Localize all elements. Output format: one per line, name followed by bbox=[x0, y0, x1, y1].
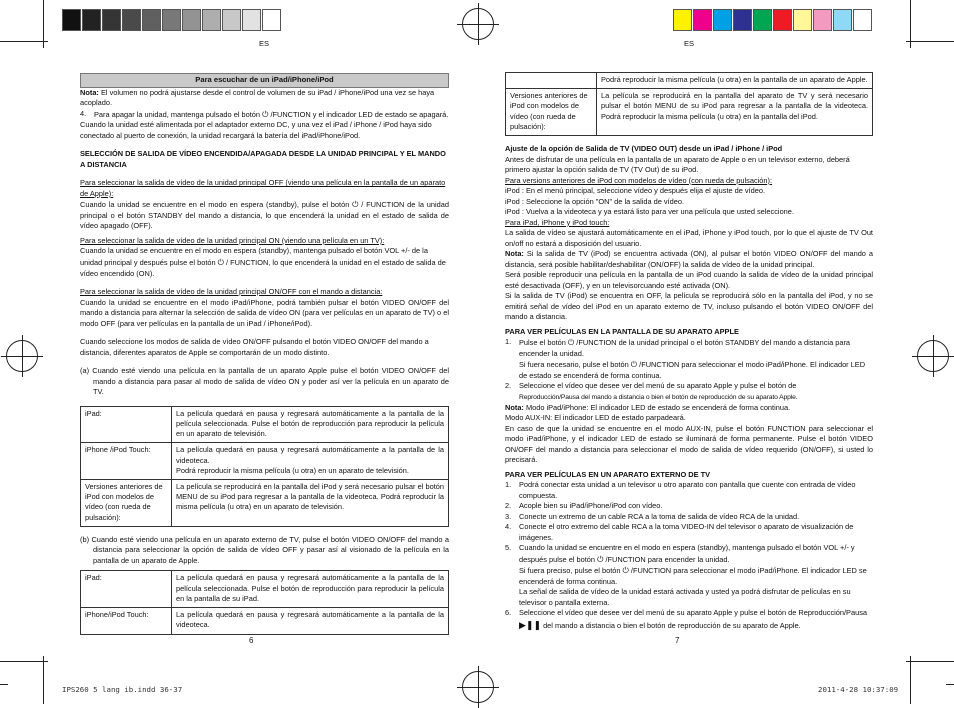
onoff-subheading: Para seleccionar la salida de vídeo de la unidad principal ON/OFF con el mando a distancia: bbox=[80, 287, 383, 297]
list-item: 1. Podrá conectar esta unidad a un televisor u otro aparato con pantalla que cuente con entrada de vídeo compuesta. bbox=[505, 480, 856, 500]
left-page bbox=[80, 73, 449, 635]
device-cell: iPhone /iPod Touch: bbox=[81, 443, 172, 480]
onoff-paragraph: Cuando la unidad se encuentre en el modo iPad/iPhone, podrá también pulsar el botón VIDEO ON/OFF del mando a distancia para alternar la selección de salida de vídeo ON (para ver películas en un aparato de TV) o el modo OFF (para ver películas en la pantalla de un iPad / iPhone/iPod). bbox=[80, 297, 449, 328]
page-number-left: 6 bbox=[249, 636, 254, 645]
apple-screen-heading: PARA VER PELÍCULAS EN LA PANTALLA DE SU APARATO APPLE bbox=[505, 326, 739, 336]
list-item: iPod : Vuelva a la videoteca y ya estará listo para ver una película que usted seleccione. bbox=[505, 207, 794, 217]
power-icon: ⏻ bbox=[567, 338, 575, 348]
behavior-cell: La película quedará en pausa y regresará automáticamente a la pantalla de la película seleccionada. Pulse el botón de reproducción para reproducir la película en la pantalla de su iPad. bbox=[172, 571, 449, 608]
table-row bbox=[81, 479, 449, 526]
older-ipod-subheading: Para versions anteriores de iPod con modelos de vídeo (con rueda de pulsación): bbox=[505, 175, 773, 185]
aux-line: Modo AUX-IN: El indicador LED de estado parpadeará. bbox=[505, 413, 686, 423]
touch-paragraph: La salida de vídeo se ajustará automáticamente en el iPad, iPhone y iPod touch, por lo que el ajuste de TV Out on/off no estará a disposición del usuario. bbox=[505, 228, 873, 248]
table-row bbox=[506, 89, 873, 136]
table-row bbox=[81, 608, 449, 634]
crop-mark bbox=[43, 0, 44, 48]
step-4: 4. Para apagar la unidad, mantenga pulsado el botón ⏻ /FUNCTION y el indicador LED de estado se apagará. bbox=[80, 108, 449, 119]
crop-mark bbox=[906, 661, 954, 662]
device-cell: iPad: bbox=[81, 571, 172, 608]
page-number-right: 7 bbox=[675, 636, 680, 645]
color-swatch bbox=[142, 9, 161, 31]
color-swatch bbox=[853, 9, 872, 31]
color-swatch bbox=[793, 9, 812, 31]
crop-mark bbox=[906, 41, 954, 42]
color-swatch bbox=[82, 9, 101, 31]
color-swatch bbox=[773, 9, 792, 31]
language-label-right: ES bbox=[684, 39, 695, 48]
right-page bbox=[505, 72, 873, 632]
file-info: IPS260 5 lang ib.indd 36-37 bbox=[62, 685, 183, 694]
item-b: (b) Cuando esté viendo una película en un aparato externo de TV, pulse el botón VIDEO ON/OFF del mando a distancia para seleccionar la opción de salida de vídeo OFF y pasar así al visionado de la película en la pantalla de un aparato de Apple. bbox=[80, 534, 449, 565]
off-paragraph: Cuando la unidad se encuentre en el modo en espera (standby), pulse el botón ⏻ / FUNCTION de la unidad principal o el botón STANDBY del mando a distancia, lo que encenderá la unidad en el estado de salida de vídeo apagado (OFF). bbox=[80, 200, 449, 231]
older-ipod-steps bbox=[505, 186, 873, 218]
both-paragraph: Será posible reproducir una película en la pantalla de un iPod cuando la salida de vídeo de la unidad principal esté desactivada (OFF), y en un televisorcuando esté activada (ON). bbox=[505, 270, 873, 290]
color-swatch bbox=[753, 9, 772, 31]
color-swatch bbox=[693, 9, 712, 31]
touch-subheading: Para iPad, iPhone y iPod touch: bbox=[505, 217, 610, 227]
color-swatch bbox=[182, 9, 201, 31]
crop-mark bbox=[910, 0, 911, 48]
note-paragraph: Nota: El volumen no podrá ajustarse desde el control de volumen de su iPad / iPhone/iPod una vez se haya acoplado. bbox=[80, 87, 435, 108]
modes-paragraph: Cuando seleccione los modos de salida de vídeo ON/OFF pulsando el botón VIDEO ON/OFF del mando a distancia, diferentes aparatos de Apple se comportarán de un modo distinto. bbox=[80, 337, 429, 357]
behavior-cell: La película se reproducirá en la pantalla del iPod y será necesario pulsar el botón MENU de su iPod para regresar a la pantalla de la videoteca. Podrá reproducir la misma película (u otra) en un aparato de televisión. bbox=[172, 479, 449, 526]
registration-mark bbox=[6, 340, 38, 372]
crop-mark bbox=[0, 684, 8, 685]
device-cell bbox=[506, 73, 597, 89]
list-item: iPod : Seleccione la opción "ON" de la salida de vídeo. bbox=[505, 196, 685, 206]
tv-out-paragraph: Antes de disfrutar de una película en la pantalla de un aparato de Apple o en un televisor externo, deberá primero ajustar la opción salida de TV (TV Out) de su iPod. bbox=[505, 154, 850, 175]
power-icon: ⏻ bbox=[352, 200, 359, 210]
power-icon: ⏻ bbox=[217, 258, 224, 267]
color-swatch bbox=[813, 9, 832, 31]
crop-mark bbox=[43, 656, 44, 704]
list-item: 3. Conecte un extremo de un cable RCA a la toma de salida de vídeo RCA de la unidad. bbox=[505, 511, 800, 521]
charge-paragraph: Cuando la unidad esté alimentada por el adaptador externo DC, y una vez el iPad / iPhone / iPod haya sido conectado al puerto de conexión, la unidad recargará la batería del iPad/iPhone/iPod. bbox=[80, 120, 432, 140]
external-step-6: 6. Seleccione el vídeo que desee ver del menú de su aparato Apple y pulse el botón de Reproducción/Pausa ▶❚❚ del mando a distancia o bien el botón de reproducción de su aparato de Apple. bbox=[505, 608, 868, 630]
timestamp: 2011-4-28 10:37:09 bbox=[818, 685, 899, 694]
color-swatch bbox=[222, 9, 241, 31]
behavior-table-b bbox=[80, 570, 449, 634]
registration-mark bbox=[462, 671, 494, 703]
language-label-left: ES bbox=[259, 39, 270, 48]
play-pause-icon: ▶❚❚ bbox=[519, 619, 542, 630]
device-cell: iPhone/iPod Touch: bbox=[81, 608, 172, 634]
apple-step-1: 1. Pulse el botón ⏻ /FUNCTION de la unidad principal o el botón STANDBY del mando a distancia para encender la unidad. Si fuera necesario, pulse el botón ⏻ /FUNCTION para seleccionar el modo iPad/iPhone. El indicador LED de estado se encenderá de forma continua. bbox=[505, 337, 866, 380]
table-row bbox=[81, 443, 449, 480]
note-paragraph: Nota: Si la salida de TV (iPod) se encuentra activada (ON), al pulsar el botón VIDEO ON/OFF del mando a distancia, será posible habilitar/deshabilitar (ON/OFF) la salida de vídeo de la unidad principal. bbox=[505, 249, 873, 269]
list-item: 2. Acople bien su iPad/iPhone/iPod con vídeo. bbox=[505, 501, 663, 511]
on-subheading: Para seleccionar la salida de vídeo de la unidad principal ON (viendo una película en un TV): bbox=[80, 235, 385, 245]
crop-mark bbox=[910, 656, 911, 704]
color-swatch bbox=[733, 9, 752, 31]
tv-out-heading: Ajuste de la opción de Salida de TV (VIDEO OUT) desde un iPad / iPhone / iPod bbox=[505, 144, 783, 154]
behavior-cell: Podrá reproducir la misma película (u otra) en la pantalla de un aparato de Apple. bbox=[597, 73, 873, 89]
item-a: (a) Cuando esté viendo una película en la pantalla de un aparato Apple pulse el botón VIDEO ON/OFF del mando a distancia para pasar al modo de salida de vídeo ON y poder así ver la película en un aparato de TV. bbox=[80, 366, 449, 397]
behavior-cell: La película se reproducirá en la pantalla del aparato de TV y será necesario pulsar el botón MENU de su iPod para regresar a la pantalla de la videoteca. Podrá reproducir la misma película (u otra) en la pantalla del iPod. bbox=[597, 89, 873, 136]
color-swatch bbox=[242, 9, 261, 31]
power-icon: ⏻ bbox=[597, 554, 604, 564]
color-swatch bbox=[673, 9, 692, 31]
external-tv-heading: PARA VER PELÍCULAS EN UN APARATO EXTERNO DE TV bbox=[505, 469, 711, 479]
color-swatch bbox=[162, 9, 181, 31]
apple-step-2: 2. Seleccione el vídeo que desee ver del menú de su aparato Apple y pulse el botón de Reproducción/Pausa del mando a distancia o bien el botón de reproducción de su aparato Apple. bbox=[505, 381, 798, 401]
color-swatch bbox=[833, 9, 852, 31]
device-cell: Versiones anteriores de iPod con modelos de vídeo (con rueda de pulsación): bbox=[506, 89, 597, 136]
power-icon: ⏻ bbox=[622, 566, 629, 576]
registration-mark bbox=[462, 8, 494, 40]
crop-mark bbox=[946, 684, 954, 685]
mode-note: Nota: Modo iPad/iPhone: El indicador LED de estado se encenderá de forma continua. bbox=[505, 402, 791, 412]
color-swatch bbox=[122, 9, 141, 31]
list-item: iPod : En el menú principal, seleccione vídeo y después elija el ajuste de vídeo. bbox=[505, 186, 766, 196]
table-row bbox=[81, 571, 449, 608]
color-swatch bbox=[202, 9, 221, 31]
color-swatch bbox=[713, 9, 732, 31]
table-row bbox=[506, 73, 873, 89]
color-swatch bbox=[62, 9, 81, 31]
video-output-heading: SELECCIÓN DE SALIDA DE VÍDEO ENCENDIDA/APAGADA DESDE LA UNIDAD PRINCIPAL Y EL MANDO A DISTANCIA bbox=[80, 149, 446, 169]
behavior-cell: La película quedará en pausa y regresará automáticamente a la pantalla de la película seleccionada. Pulse el botón de reproducción para reproducir la película en un aparato de televisión. bbox=[172, 406, 449, 443]
registration-mark bbox=[917, 340, 949, 372]
external-step-5: 5. Cuando la unidad se encuentre en el modo en espera (standby), mantenga pulsado el botón VOL +/- y después pulse el botón ⏻ /FUNCTION para encender la unidad. Si fuera preciso, pulse el botón ⏻ /FUNCTION para seleccionar el modo iPad/iPhone. El indicador LED se encenderá de forma continua. La señal de salida de vídeo de la unidad estará activada y usted ya podrá disfrutar de películas en su televisor o pantalla externa. bbox=[505, 543, 867, 607]
device-cell: Versiones anteriores de iPod con modelos de vídeo (con rueda de pulsación): bbox=[81, 479, 172, 526]
power-icon: ⏻ bbox=[630, 360, 638, 370]
color-swatch bbox=[262, 9, 281, 31]
behavior-cell: La película quedará en pausa y regresará automáticamente a la pantalla de la videoteca. Podrá reproducir la misma película (u otra) en un aparato de televisión. bbox=[172, 443, 449, 480]
behavior-table-a bbox=[80, 406, 449, 527]
behavior-cell: La película quedará en pausa y regresará automáticamente a la pantalla de la videoteca. bbox=[172, 608, 449, 634]
color-swatch bbox=[102, 9, 121, 31]
off-paragraph: Si la salida de TV (iPod) se encuentra en OFF, la película se reproducirá sólo en la pantalla del iPod, y no se emitirá señal de vídeo del iPod en un aparato externo de TV, incluso pulsando el botón VIDEO ON/OFF del mando a distancia. bbox=[505, 291, 873, 322]
crop-mark bbox=[0, 661, 48, 662]
device-cell: iPad: bbox=[81, 406, 172, 443]
on-paragraph: Cuando la unidad se encuentre en el modo en espera (standby), mantenga pulsado el botón VOL +/- de la unidad principal y después pulse el botón ⏻ / FUNCTION, lo que encenderá la unidad en el estado de salida de vídeo encendido (ON). bbox=[80, 246, 446, 278]
off-subheading: Para seleccionar la salida de vídeo de la unidad principal OFF (viendo una película en la pantalla de un aparato de Apple): bbox=[80, 178, 446, 198]
behavior-table-continued bbox=[505, 72, 873, 136]
list-item: 4. Conecte el otro extremo del cable RCA a la toma VIDEO-IN del televisor o aparato de visualización de imágenes. bbox=[505, 522, 854, 542]
crop-mark bbox=[0, 41, 48, 42]
table-row bbox=[81, 406, 449, 443]
section-title: Para escuchar de un iPad/iPhone/iPod bbox=[80, 73, 449, 88]
external-tv-steps bbox=[505, 480, 873, 543]
power-icon: ⏻ bbox=[262, 109, 269, 119]
aux-paragraph: En caso de que la unidad se encuentre en el modo AUX-IN, pulse el botón FUNCTION para seleccionar el modo iPad/iPhone, y el indicador LED de estado se iluminará de forma permanente. Pulse el botón VIDEO ON/OFF del mando a distancia para seleccionar el modo de salida de vídeo requerido (ON/OFF), si usted lo precisará. bbox=[505, 423, 873, 465]
